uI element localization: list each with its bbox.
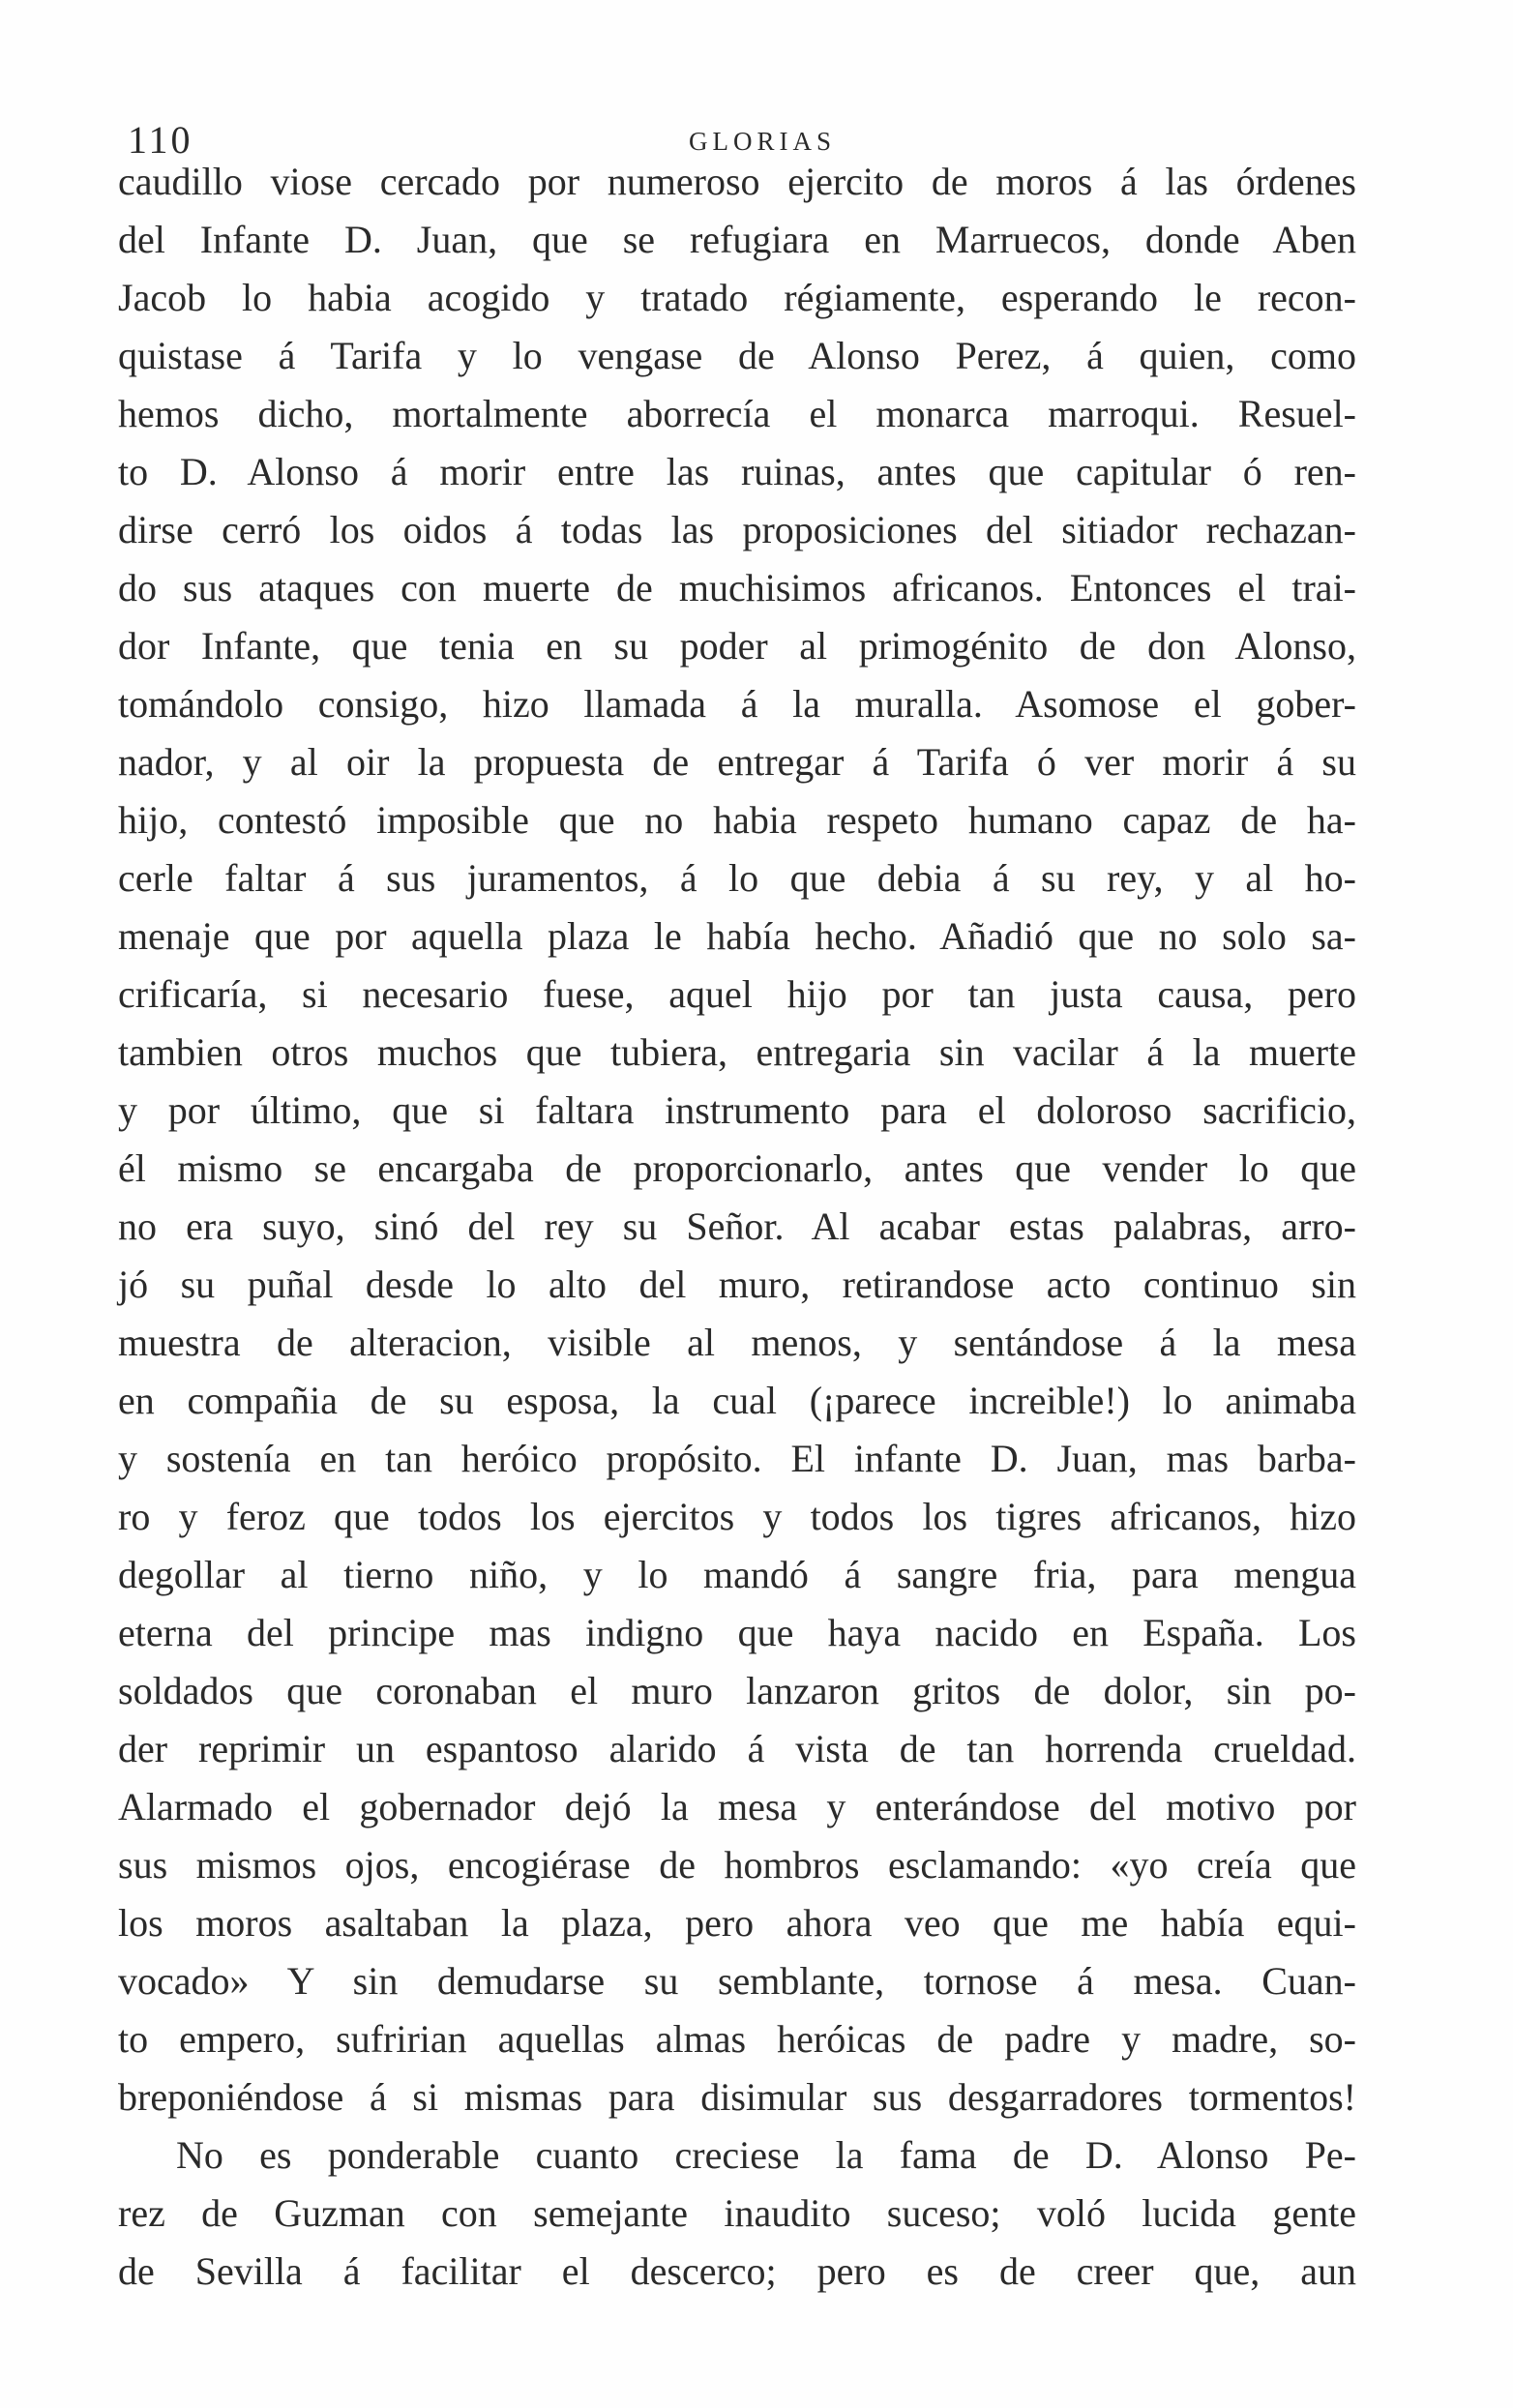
text-line: menaje que por aquella plaza le había hecho. Añadió que no solo sa- (118, 914, 1356, 958)
text-line: sus mismos ojos, encogiérase de hombros esclamando: «yo creía que (118, 1843, 1356, 1887)
running-title: GLORIAS (689, 127, 837, 156)
text-line: cerle faltar á sus juramentos, á lo que debia á su rey, y al ho- (118, 856, 1356, 900)
text-line: Jacob lo habia acogido y tratado régiamente, esperando le recon- (118, 276, 1356, 319)
text-line: él mismo se encargaba de proporcionarlo, antes que vender lo que (118, 1146, 1356, 1190)
text-line: degollar al tierno niño, y lo mandó á sangre fria, para mengua (118, 1553, 1356, 1596)
body-text (118, 153, 1356, 2301)
text-line: to D. Alonso á morir entre las ruinas, antes que capitular ó ren- (118, 450, 1356, 493)
text-line: crificaría, si necesario fuese, aquel hijo por tan justa causa, pero (118, 972, 1356, 1016)
text-line: to empero, sufririan aquellas almas heróicas de padre y madre, so- (118, 2017, 1356, 2061)
text-line: dor Infante, que tenia en su poder al primogénito de don Alonso, (118, 624, 1356, 668)
text-line: soldados que coronaban el muro lanzaron gritos de dolor, sin po- (118, 1669, 1356, 1712)
text-line: hijo, contestó imposible que no habia respeto humano capaz de ha- (118, 798, 1356, 842)
text-line: y por último, que si faltara instrumento para el doloroso sacrificio, (118, 1088, 1356, 1132)
text-line: quistase á Tarifa y lo vengase de Alonso Perez, á quien, como (118, 334, 1356, 377)
page-number: 110 (128, 118, 193, 162)
text-line: tomándolo consigo, hizo llamada á la muralla. Asomose el gober- (118, 682, 1356, 726)
text-line: tambien otros muchos que tubiera, entregaria sin vacilar á la muerte (118, 1030, 1356, 1074)
text-line: y sostenía en tan heróico propósito. El infante D. Juan, mas barba- (118, 1437, 1356, 1480)
text-line: ro y feroz que todos los ejercitos y todos los tigres africanos, hizo (118, 1495, 1356, 1538)
text-line: Alarmado el gobernador dejó la mesa y enterándose del motivo por (118, 1785, 1356, 1828)
text-line: los moros asaltaban la plaza, pero ahora veo que me había equi- (118, 1901, 1356, 1945)
text-line: no era suyo, sinó del rey su Señor. Al acabar estas palabras, arro- (118, 1204, 1356, 1248)
text-line: de Sevilla á facilitar el descerco; pero es de creer que, aun (118, 2249, 1356, 2293)
text-line: jó su puñal desde lo alto del muro, retirandose acto continuo sin (118, 1263, 1356, 1306)
text-line: dirse cerró los oidos á todas las proposiciones del sitiador rechazan- (118, 508, 1356, 551)
text-line: hemos dicho, mortalmente aborrecía el monarca marroqui. Resuel- (118, 392, 1356, 435)
text-line: del Infante D. Juan, que se refugiara en Marruecos, donde Aben (118, 218, 1356, 261)
text-line: rez de Guzman con semejante inaudito suceso; voló lucida gente (118, 2191, 1356, 2235)
text-line: nador, y al oir la propuesta de entregar á Tarifa ó ver morir á su (118, 740, 1356, 784)
text-line: do sus ataques con muerte de muchisimos africanos. Entonces el trai- (118, 566, 1356, 609)
text-line: eterna del principe mas indigno que haya nacido en España. Los (118, 1611, 1356, 1654)
text-line: vocado» Y sin demudarse su semblante, tornose á mesa. Cuan- (118, 1959, 1356, 2003)
text-line: muestra de alteracion, visible al menos, y sentándose á la mesa (118, 1321, 1356, 1364)
text-line: caudillo viose cercado por numeroso ejercito de moros á las órdenes (118, 160, 1356, 203)
text-line: der reprimir un espantoso alarido á vista de tan horrenda crueldad. (118, 1727, 1356, 1770)
text-line: breponiéndose á si mismas para disimular sus desgarradores tormentos! (118, 2075, 1356, 2119)
text-line: en compañia de su esposa, la cual (¡parece increible!) lo animaba (118, 1379, 1356, 1422)
text-line: No es ponderable cuanto creciese la fama de D. Alonso Pe- (176, 2133, 1356, 2177)
